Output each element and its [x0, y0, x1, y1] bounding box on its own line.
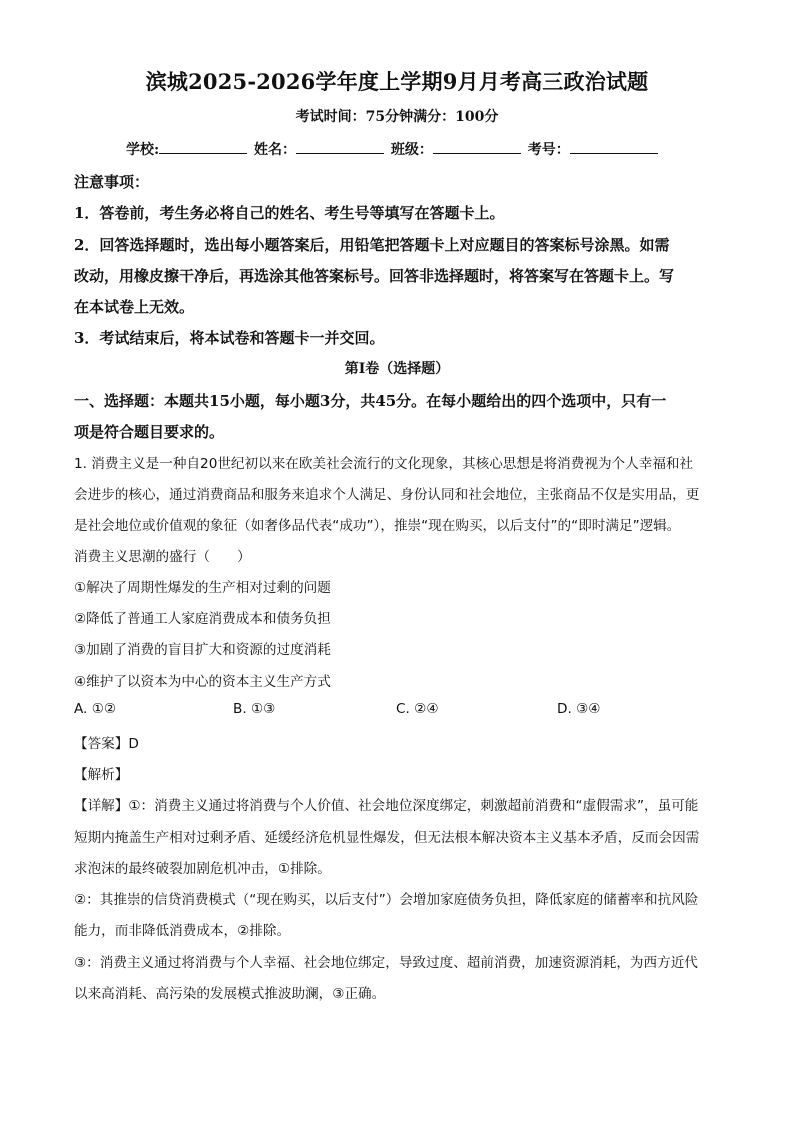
exam-number-label: 考号：: [527, 142, 570, 158]
q1-option-a: A. ①②: [74, 701, 117, 717]
q1-statement-2: ②降低了普通工人家庭消费成本和债务负担: [74, 611, 331, 627]
q1-analysis-tag: 【解析】: [74, 767, 129, 783]
q1-option-c: C. ②④: [396, 701, 439, 717]
q1-statement-1: ①解决了周期性爆发的生产相对过剩的问题: [74, 580, 331, 596]
name-blank[interactable]: [296, 141, 384, 154]
q1-detail-line-6: ③：消费主义通过将消费与个人幸福、社会地位绑定，导致过度、超前消费，加速资源消耗，为西方近代: [74, 955, 698, 971]
school-label: 学校:: [126, 142, 160, 158]
q1-statement-4: ④维护了以资本为中心的资本主义生产方式: [74, 674, 331, 690]
exam-time-info: 考试时间：75分钟满分：100分: [295, 109, 499, 125]
section-heading-line-2: 项是符合题目要求的。: [74, 423, 225, 441]
q1-detail-line-7: 以来高消耗、高污染的发展模式推波助澜，③正确。: [74, 986, 386, 1002]
q1-detail-line-3: 求泡沫的最终破裂加剧危机冲击，①排除。: [74, 861, 331, 877]
notice-item-3: 3．考试结束后，将本试卷和答题卡一并交回。: [74, 329, 385, 347]
detail-1-text: ①：消费主义通过将消费与个人价值、社会地位深度绑定，刺激超前消费和“虚假需求”，虽可能: [128, 798, 699, 814]
page-title: 滨城2025-2026学年度上学期9月月考高三政治试题: [145, 69, 649, 94]
volume-heading: 第Ⅰ卷（选择题）: [344, 361, 450, 377]
q1-detail-line-5: 能力，而非降低消费成本，②排除。: [74, 923, 291, 939]
section-heading-line-1: 一、选择题：本题共15小题，每小题3分，共45分。在每小题给出的四个选项中，只有一: [74, 392, 667, 410]
q1-statement-3: ③加剧了消费的盲目扩大和资源的过度消耗: [74, 642, 331, 658]
q1-stem-line-2: 会进步的核心，通过消费商品和服务来追求个人满足、身份认同和社会地位，主张商品不仅是实用品，更: [74, 487, 700, 503]
notice-item-2-line-1: 2．回答选择题时，选出每小题答案后，用铅笔把答题卡上对应题目的答案标号涂黑。如需: [74, 236, 670, 254]
q1-option-b: B. ①③: [233, 701, 276, 717]
notice-item-1: 1．答卷前，考生务必将自己的姓名、考生号等填写在答题卡上。: [74, 204, 505, 222]
school-blank[interactable]: [159, 141, 247, 154]
q1-stem-line-3: 是社会地位或价值观的象征（如奢侈品代表“成功”），推崇“现在购买，以后支付”的“即时满足”逻辑。: [74, 518, 681, 534]
q1-option-d: D. ③④: [557, 701, 601, 717]
q1-answer: [74, 732, 139, 752]
answer-value: D: [128, 736, 139, 752]
class-blank[interactable]: [433, 141, 521, 154]
exam-number-blank[interactable]: [570, 141, 658, 154]
q1-detail-line-1: [74, 794, 698, 814]
q1-detail-line-2: 短期内掩盖生产相对过剩矛盾、延缓经济危机显性爆发，但无法根本解决资本主义基本矛盾，反而会因需: [74, 830, 700, 846]
class-label: 班级：: [390, 142, 433, 158]
q1-detail-line-4: ②：其推崇的信贷消费模式（“现在购买，以后支付”）会增加家庭债务负担，降低家庭的储蓄率和抗风险: [74, 892, 699, 908]
q1-stem-line-1: 1. 消费主义是一种自20世纪初以来在欧美社会流行的文化现象，其核心思想是将消费视为个人幸福和社: [74, 456, 694, 472]
answer-tag: 【答案】: [74, 736, 129, 752]
detail-tag: 【详解】: [74, 798, 129, 814]
notice-heading: 注意事项：: [74, 173, 150, 191]
notice-item-2-line-2: 改动，用橡皮擦干净后，再选涂其他答案标号。回答非选择题时，将答案写在答题卡上。写: [74, 267, 675, 285]
student-info-fields: [126, 139, 660, 159]
name-label: 姓名：: [254, 142, 297, 158]
notice-item-2-line-3: 在本试卷上无效。: [74, 298, 195, 316]
q1-stem-line-4: 消费主义思潮的盛行（ ）: [74, 549, 251, 565]
